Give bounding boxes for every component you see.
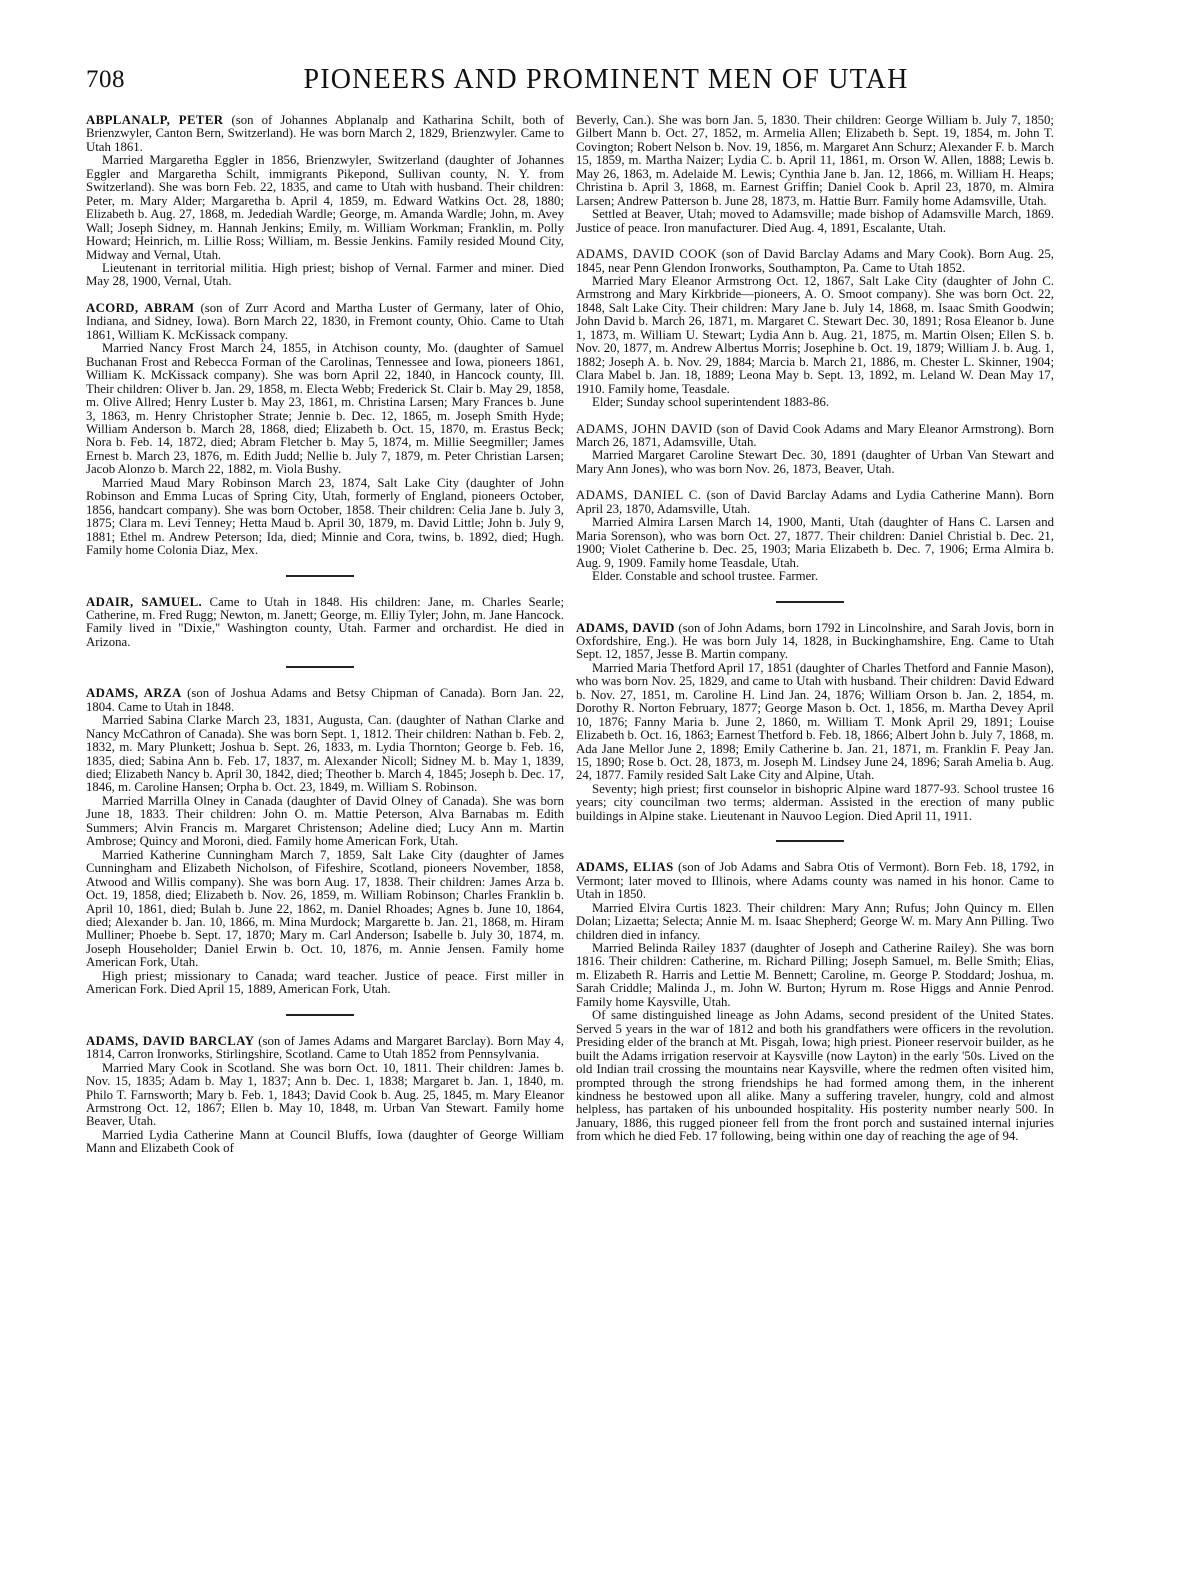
entry-paragraph: Married Mary Eleanor Armstrong Oct. 12, 1867, Salt Lake City (daughter of John C. Armstrong and Mary Kirkbride—pioneers, A. O. Smoot company). She was born Oct. 22, 1848, Salt Lake City. Their children: Mary Jane b. July 14, 1868, m. Isaac Smith Goodwin; John David b. March 26, 1871, m. Margaret C. Stewart Dec. 30, 1891; Rosa Eleanor b. June 1, 1873, m. William U. Stewart; Lydia Ann b. Aug. 21, 1875, m. Martin Olsen; Ellen S. b. Nov. 20, 1877, m. Andrew Albertus Morris; Josephine b. Oct. 19, 1879; William J. b. Aug. 1, 1882; Joseph A. b. Nov. 29, 1884; Marcia b. March 21, 1886, m. Chester L. Skinner, 1904; Clara Mabel b. Jan. 18, 1889; Leona May b. Sept. 13, 1892, m. Leland W. Dean May 17, 1910. Family home, Teasdale. xyxy=(576,273,1054,396)
entry-name: ADAMS, JOHN DAVID xyxy=(576,421,713,436)
entry-paragraph: (son of Zurr Acord and Martha Luster of Germany, later of Ohio, Indiana, and Sidney, Iowa). Born March 22, 1830, in Fremont county, Ohio. Came to Utah 1861, William K. McKissack company. xyxy=(86,300,564,342)
section-divider xyxy=(576,584,1054,622)
entry-name: ADAIR, SAMUEL. xyxy=(86,594,203,609)
section-divider xyxy=(576,823,1054,861)
entry-acord-abram xyxy=(86,302,564,558)
page-header xyxy=(86,64,1106,104)
section-divider xyxy=(86,997,564,1035)
entry-adams-daniel-c xyxy=(576,489,1054,583)
entry-paragraph: Seventy; high priest; first counselor in bishopric Alpine ward 1877-93. School trustee 16 years; city councilman two terms; alderman. Assisted in the erection of many public buildings in Alpine stake. Lieutenant in Nauvoo Legion. Died April 11, 1911. xyxy=(576,781,1054,823)
entry-paragraph: Married Elvira Curtis 1823. Their children: Mary Ann; Rufus; John Quincy m. Ellen Dolan; Lizaetta; Selecta; Annie M. m. Isaac Shepherd; George W. m. Mary Ann Pilling. Two children died in infancy. xyxy=(576,900,1054,942)
entry-paragraph: Lieutenant in territorial militia. High priest; bishop of Vernal. Farmer and miner. Died May 28, 1900, Vernal, Utah. xyxy=(86,260,564,289)
entry-adams-david xyxy=(576,622,1054,824)
entry-paragraph: Married Maud Mary Robinson March 23, 1874, Salt Lake City (daughter of John Robinson and Emma Lucas of Spring City, Utah, formerly of England, pioneers October, 1856, handcart company). She was born October, 1858. Their children: Celia Jane b. July 3, 1875; Clara m. Levi Tenney; Hetta Maud b. April 30, 1879, m. David Little; John b. July 9, 1881; Ethel m. Andrew Peterson; Ida, died; Minnie and Cora, twins, b. 1892, died; Hugh. Family home Colonia Diaz, Mex. xyxy=(86,475,564,558)
right-column xyxy=(576,114,1054,1144)
entry-paragraph: (son of David Cook Adams and Mary Eleanor Armstrong). Born March 26, 1871, Adamsville, Utah. xyxy=(576,421,1054,449)
entry-paragraph: (son of James Adams and Margaret Barclay). Born May 4, 1814, Carron Ironworks, Stirlingshire, Scotland. Came to Utah 1852 from Pennsylvania. xyxy=(86,1033,565,1062)
entry-paragraph: Married Sabina Clarke March 23, 1831, Augusta, Can. (daughter of Nathan Clarke and Nancy McCathron of Canada). She was born Sept. 1, 1812. Their children: Nathan b. Feb. 2, 1832, m. Mary Plunkett; Joshua b. Sept. 26, 1833, m. Lydia Thornton; George b. Feb. 16, 1835, died; Sabina Ann b. Feb. 17, 1837, m. Alexander Nicoll; Sidney M. b. May 1, 1839, died; Elizabeth Nancy b. April 30, 1842, died; Theother b. March 4, 1845; Joseph b. Dec. 17, 1846, m. Caroline Hansen; Orpha b. Oct. 23, 1849, m. William S. Robinson. xyxy=(86,713,564,795)
entry-paragraph: Elder; Sunday school superintendent 1883-86. xyxy=(592,395,830,410)
entry-name: ADAMS, DAVID COOK xyxy=(576,247,718,262)
entry-paragraph: (son of David Barclay Adams and Mary Cook). Born Aug. 25, 1845, near Penn Glendon Ironworks, Southampton, Pa. Came to Utah 1852. xyxy=(576,247,1054,275)
entry-paragraph: Came to Utah in 1848. His children: Jane, m. Charles Searle; Catherine, m. Fred Rugg; Newton, m. Janett; George, m. Elliy Tyler; John, m. Jane Hancock. Family lived in "Dixie," Washington county, Utah. Farmer and orchardist. He died in Arizona. xyxy=(86,594,565,649)
entry-adair-samuel xyxy=(86,596,564,650)
entry-name: ADAMS, DAVID BARCLAY xyxy=(86,1033,255,1048)
section-divider xyxy=(86,649,564,687)
entry-paragraph: Married Marrilla Olney in Canada (daughter of David Olney of Canada). She was born June 18, 1833. Their children: John O. m. Mattie Peterson, Alva Barnabas m. Edith Summers; Alvin Francis m. Margaret Christenson; Adeline died; Lucy Ann m. Martin Ambrose; Quincy and Moroni, died. Family home American Fork, Utah. xyxy=(86,793,564,849)
entry-name: ABPLANALP, PETER xyxy=(86,113,224,127)
entry-paragraph: Married Maria Thetford April 17, 1851 (daughter of Charles Thetford and Fannie Mason), who was born Nov. 25, 1829, and came to Utah with husband. Their children: David Edward b. Nov. 27, 1851, m. Caroline H. Lind Jan. 24, 1876; William Orson b. Jan. 2, 1854, m. Dorothy R. Norton February, 1877; George Mason b. Oct. 1, 1856, m. Martha Devey April 10, 1876; Fanny Maria b. June 2, 1860, m. William T. Monk April 29, 1891; Louise Elizabeth b. Oct. 16, 1863; Earnest Thetford b. Feb. 18, 1866; Albert John b. July 7, 1868, m. Ada Jane Mellor June 2, 1898; Emily Catherine b. Jan. 21, 1871, m. Franklin F. Peay Jan. 15, 1890; Rose b. Oct. 28, 1873, m. Joseph M. Lindsey June 24, 1896; Sarah Amelia b. Aug. 24, 1877. Family resided Salt Lake City and Alpine, Utah. xyxy=(576,660,1054,783)
entry-paragraph: High priest; missionary to Canada; ward teacher. Justice of peace. First miller in American Fork. Died April 15, 1889, American Fork, Utah. xyxy=(86,968,564,997)
entry-paragraph: Of same distinguished lineage as John Adams, second president of the United States. Served 5 years in the war of 1812 and both his grandfathers were officers in the revolution. Presiding elder of the branch at Mt. Pisgah, Iowa; high priest. Pioneer reservoir builder, as he built the Adams irrigation reservoir at Kaysville (now Layton) in the early '50s. Lived on the old Indian trail crossing the mountains near Kaysville, where the redmen often visited him, prompted through the strong friendships he had formed among them, in the inherent kindness he bestowed upon all alike. Many a suffering traveler, hungry, cold and almost helpless, has partaken of his unbounded hospitality. His posterity number nearly 500. In January, 1886, this rugged pioneer fell from the front porch and sustained internal injuries from which he died Feb. 17 following, being within one day of reaching the age of 94. xyxy=(576,1008,1054,1144)
entry-paragraph: Settled at Beaver, Utah; moved to Adamsville; made bishop of Adamsville March, 1869. Justice of peace. Iron manufacturer. Died Aug. 4, 1891, Escalante, Utah. xyxy=(576,207,1054,235)
entry-paragraph: Married Margaretha Eggler in 1856, Brienzwyler, Switzerland (daughter of Johannes Eggler and Margaretha Schilt, immigrants Pikepond, Sullivan county, N. Y. from Switzerland). She was born Feb. 22, 1835, and came to Utah with husband. Their children: Peter, m. Mary Alder; Margaretha b. April 4, 1859, m. Edward Watkins Oct. 28, 1880; Elizabeth b. Aug. 27, 1868, m. Jedediah Wardle; George, m. Amanda Wardle; John, m. Avey Wall; Joseph Sidney, m. Hannah Jenkins; Emily, m. William Workman; Franklin, m. Polly Howard; Heinrich, m. Lillie Ross; William, m. Bessie Jenkins. Family resided Mound City, Midway and Vernal, Utah. xyxy=(86,153,564,262)
entry-name: ACORD, ABRAM xyxy=(86,300,195,315)
entry-paragraph: (son of John Adams, born 1792 in Lincolnshire, and Sarah Jovis, born in Oxfordshire, Eng.). He was born July 14, 1828, in Buckinghamshire, Eng. Came to Utah Sept. 12, 1857, Jesse B. Martin company. xyxy=(576,620,1055,662)
entry-adams-arza xyxy=(86,687,564,996)
entry-paragraph: (son of Johannes Abplanalp and Katharina Schilt, both of Brienzwyler, Canton Bern, Switzerland). He was born March 2, 1829, Brienzwyler. Came to Utah 1861. xyxy=(86,113,564,154)
entry-adams-david-barclay xyxy=(86,1035,564,1156)
entry-adams-elias xyxy=(576,861,1054,1144)
entry-paragraph: Married Mary Cook in Scotland. She was born Oct. 10, 1811. Their children: James b. Nov. 15, 1835; Adam b. May 1, 1837; Ann b. Dec. 1, 1838; Margaret b. Jan. 1, 1840, m. Philo T. Farnsworth; Mary b. Feb. 1, 1843; David Cook b. Aug. 25, 1845, m. Mary Eleanor Armstrong Oct. 12, 1867; Ellen b. May 10, 1848, m. Urban Van Stewart. Family home Beaver, Utah. xyxy=(86,1060,564,1129)
entry-paragraph: Married Nancy Frost March 24, 1855, in Atchison county, Mo. (daughter of Samuel Buchanan Frost and Rebecca Forman of the Carolinas, Tennessee and Iowa, pioneers 1861, William K. McKissack company). She was born April 22, 1840, in Hancock county, Ill. Their children: Oliver b. Jan. 29, 1858, m. Electa Webb; Frederick St. Clair b. May 29, 1858, m. Olive Allred; Henry Luster b. May 23, 1861, m. Christina Larsen; Mary Frances b. June 3, 1863, m. Henry Christopher Strate; Jennie b. Dec. 12, 1865, m. Joseph Smith Hyde; William Anderson b. March 28, 1868, died; Elizabeth b. Oct. 15, 1870, m. Erastus Beck; Nora b. Feb. 14, 1872, died; Abram Fletcher b. May 5, 1874, m. Millie Seegmiller; James Ernest b. March 23, 1876, m. Edith Judd; Nellie b. July 7, 1879, m. Peter Christian Larsen; Jacob Alonzo b. March 22, 1882, m. Viola Bushy. xyxy=(86,341,564,477)
entry-paragraph: (son of Joshua Adams and Betsy Chipman of Canada). Born Jan. 22, 1804. Came to Utah in 1848. xyxy=(86,686,564,714)
entry-paragraph: (son of David Barclay Adams and Lydia Catherine Mann). Born April 23, 1870, Adamsville, Utah. xyxy=(576,488,1054,516)
entry-name: ADAMS, ELIAS xyxy=(576,860,674,875)
entry-adams-john-david xyxy=(576,423,1054,477)
running-title: PIONEERS AND PROMINENT MEN OF UTAH xyxy=(303,64,909,95)
entry-paragraph: (son of Job Adams and Sabra Otis of Vermont). Born Feb. 18, 1792, in Vermont; later moved to Illinois, where Adams county was named in his honor. Came to Utah in 1850. xyxy=(576,860,1055,902)
entry-name: ADAMS, DAVID xyxy=(576,620,675,635)
left-column xyxy=(86,114,564,1156)
page-number: 708 xyxy=(86,66,125,93)
entry-paragraph: Married Katherine Cunningham March 7, 1859, Salt Lake City (daughter of James Cunningham and Elizabeth Nicholson, of Fifeshire, Scotland, pioneers November, 1858, Atwood and Willis company). She was born Aug. 17, 1838. Their children: James Arza b. Oct. 19, 1858, died; Elizabeth b. Nov. 26, 1859, m. William Robinson; Charles Franklin b. April 10, 1861, died; Bulah b. June 22, 1862, m. Daniel Rhoades; Agnes b. June 10, 1864, died; Alexander b. Jan. 10, 1866, m. Mina Murdock; Margarette b. Jan. 21, 1868, m. Hiram Mulliner; Phoebe b. Sept. 17, 1870; Mary m. Carl Anderson; Isabelle b. July 30, 1874, m. Joseph Householder; Daniel Erwin b. Oct. 10, 1876, m. Annie Jensen. Family home American Fork, Utah. xyxy=(86,847,564,970)
entry-name: ADAMS, DANIEL C. xyxy=(576,488,702,503)
entry-adams-david-cook xyxy=(576,248,1054,409)
entry-name: ADAMS, ARZA xyxy=(86,686,182,701)
entry-paragraph: Elder. Constable and school trustee. Farmer. xyxy=(592,569,819,584)
entry-paragraph: Married Margaret Caroline Stewart Dec. 30, 1891 (daughter of Urban Van Stewart and Mary Ann Jones), who was born Nov. 26, 1873, Beaver, Utah. xyxy=(576,448,1054,476)
entry-paragraph: Married Lydia Catherine Mann at Council Bluffs, Iowa (daughter of George William Mann and Elizabeth Cook of xyxy=(86,1127,564,1156)
section-divider xyxy=(86,558,564,596)
entry-paragraph: Beverly, Can.). She was born Jan. 5, 1830. Their children: George William b. July 7, 1850; Gilbert Mann b. Oct. 27, 1852, m. Armelia Allen; Elizabeth b. Sept. 19, 1854, m. John T. Covington; Robert Nelson b. Nov. 19, 1856, m. Margaret Ann Schurz; Alexander F. b. March 15, 1859, m. Martha Naizer; Lydia C. b. April 11, 1861, m. Orson W. Allen, 1888; Lewis b. May 26, 1863, m. Adelaide M. Lewis; Cynthia Jane b. Jan. 12, 1866, m. William H. Heaps; Christina b. April 3, 1868, m. Earnest Griffin; Daniel Cook b. April 23, 1870, m. Almira Larsen; Andrew Patterson b. June 28, 1873, m. Hattie Burr. Family home Adamsville, Utah. xyxy=(576,113,1054,208)
entry-adams-david-barclay-continued xyxy=(576,114,1054,235)
entry-paragraph: Married Belinda Railey 1837 (daughter of Joseph and Catherine Railey). She was born 1816. Their children: Catherine, m. Richard Pilling; Joseph Samuel, m. Belle Smith; Elias, m. Elizabeth R. Harris and Lettie M. Bennett; Caroline, m. George P. Stoddard; Joshua, m. Sarah Criddle; Malinda J., m. John W. Burton; Hyrum m. Rose Higgs and Annie Penrod. Family home Kaysville, Utah. xyxy=(576,941,1054,1009)
entry-abplanalp-peter xyxy=(86,114,564,289)
entry-paragraph: Married Almira Larsen March 14, 1900, Manti, Utah (daughter of Hans C. Larsen and Maria Sorenson), who was born Oct. 27, 1877. Their children: Daniel Christial b. Dec. 21, 1900; Violet Catherine b. Dec. 25, 1903; Maria Elizabeth b. Dec. 7, 1906; Erma Almira b. Aug. 9, 1909. Family home Teasdale, Utah. xyxy=(576,515,1054,570)
